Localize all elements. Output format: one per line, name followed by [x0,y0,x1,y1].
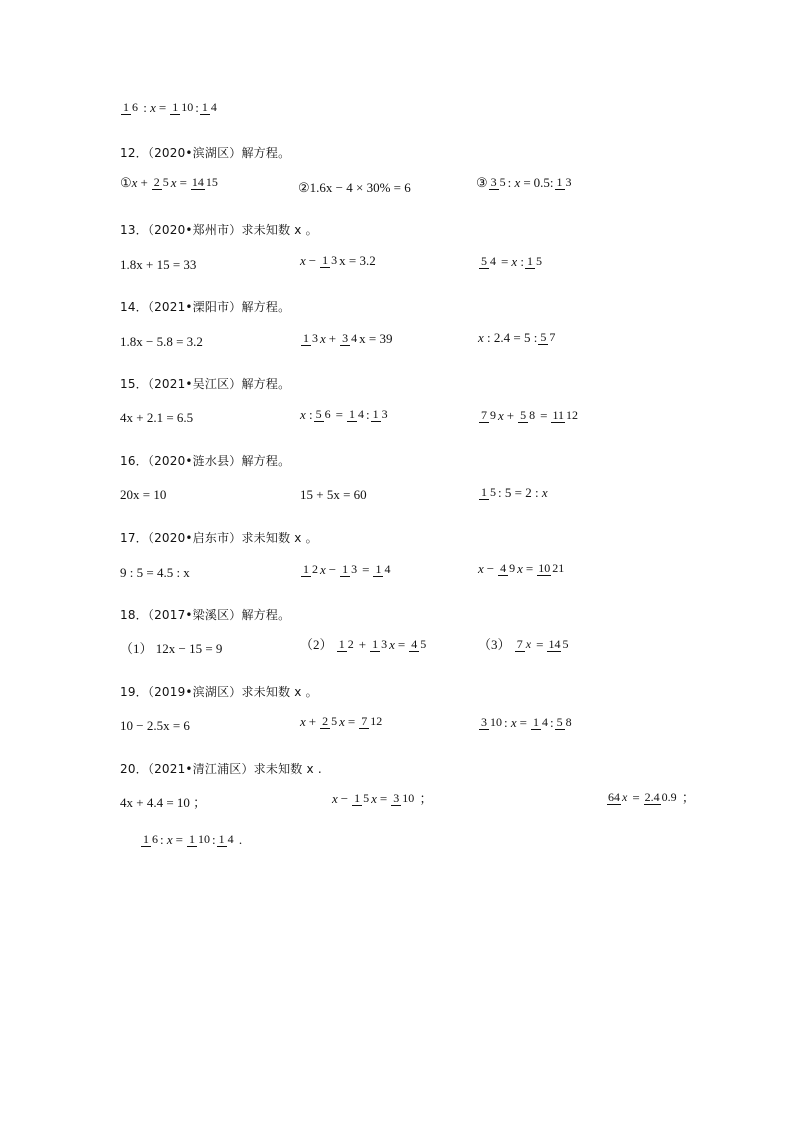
problem-13-eq-2: x − 1 3 x = 3.2 [300,253,376,269]
problem-17-heading: 17．（2020•启东市）求未知数 x 。 [120,531,318,545]
problem-15-heading: 15．（2021•吴江区）解方程。 [120,377,291,391]
problem-16-eq-3: 1 5 : 5 = 2 : x [481,485,548,501]
problem-15-eq-2: x : 5 6 = 1 4 : 1 3 [300,407,388,423]
fraction: 1 4 [201,100,217,114]
problem-13-heading: 13．（2020•郑州市）求未知数 x 。 [120,223,318,237]
problem-20-eq-3: 64 x = 2.4 0.9 ； [608,790,695,806]
problem-19-eq-2: x + 2 5 x = 7 12 [300,714,383,730]
problem-15-eq-1: 4x + 2.1 = 6.5 [120,410,194,425]
problem-13-eq-1: 1.8x + 15 = 33 [120,257,197,272]
problem-14-eq-2: 1 3 x + 3 4 x = 39 [303,331,393,347]
problem-17-eq-1: 9 : 5 = 4.5 : x [120,565,190,580]
problem-20-eq-1: 4x + 4.4 = 10 ； [120,795,207,810]
problem-14-eq-3: x : 2.4 = 5 : 5 7 [478,330,556,346]
problem-18-heading: 18．（2017•梁溪区）解方程。 [120,608,291,622]
problem-19-eq-3: 3 10 : x = 1 4 : 5 8 [481,715,572,731]
top-proportion-equation: 1 6 : x = 1 10 : 1 4 [123,100,217,116]
problem-12-heading: 12．（2020•滨湖区）解方程。 [120,146,291,160]
fraction: 1 10 [172,100,194,114]
problem-18-eq-2: （2） 1 2 + 1 3 x = 4 5 [300,637,427,653]
problem-14-eq-1: 1.8x − 5.8 = 3.2 [120,334,203,349]
problem-19-eq-1: 10 − 2.5x = 6 [120,718,190,733]
problem-17-eq-3: x − 4 9 x = 10 21 [478,561,565,577]
problem-15-eq-3: 7 9 x + 5 8 = 11 12 [481,408,579,424]
problem-19-heading: 19．（2019•滨湖区）求未知数 x 。 [120,685,318,699]
problem-13-eq-3: 5 4 = x : 1 5 [481,254,542,270]
problem-12-eq-3: ③ 3 5 : x = 0.5: 1 3 [476,175,572,191]
problem-17-eq-2: 1 2 x − 1 3 = 1 4 [303,562,391,578]
problem-20-heading: 20．（2021•清江浦区）求未知数 x . [120,762,322,776]
problem-18-eq-1: （1） 12x − 15 = 9 [120,641,223,656]
problem-20-eq-2: x − 1 5 x = 3 10 ； [332,791,433,807]
problem-16-eq-2: 15 + 5x = 60 [300,487,367,502]
problem-16-eq-1: 20x = 10 [120,487,167,502]
problem-18-eq-3: （3） 7 x = 14 5 [478,637,569,653]
problem-20-eq-4: 1 6 : x = 1 10 : 1 4 . [143,832,243,848]
problem-12-eq-2: ②1.6x − 4 × 30% = 6 [298,180,411,195]
fraction: 1 6 [123,100,138,114]
problem-14-heading: 14．（2021•溧阳市）解方程。 [120,300,291,314]
problem-16-heading: 16．（2020•涟水县）解方程。 [120,454,291,468]
problem-12-eq-1: ① x + 2 5 x = 14 15 [120,175,218,191]
